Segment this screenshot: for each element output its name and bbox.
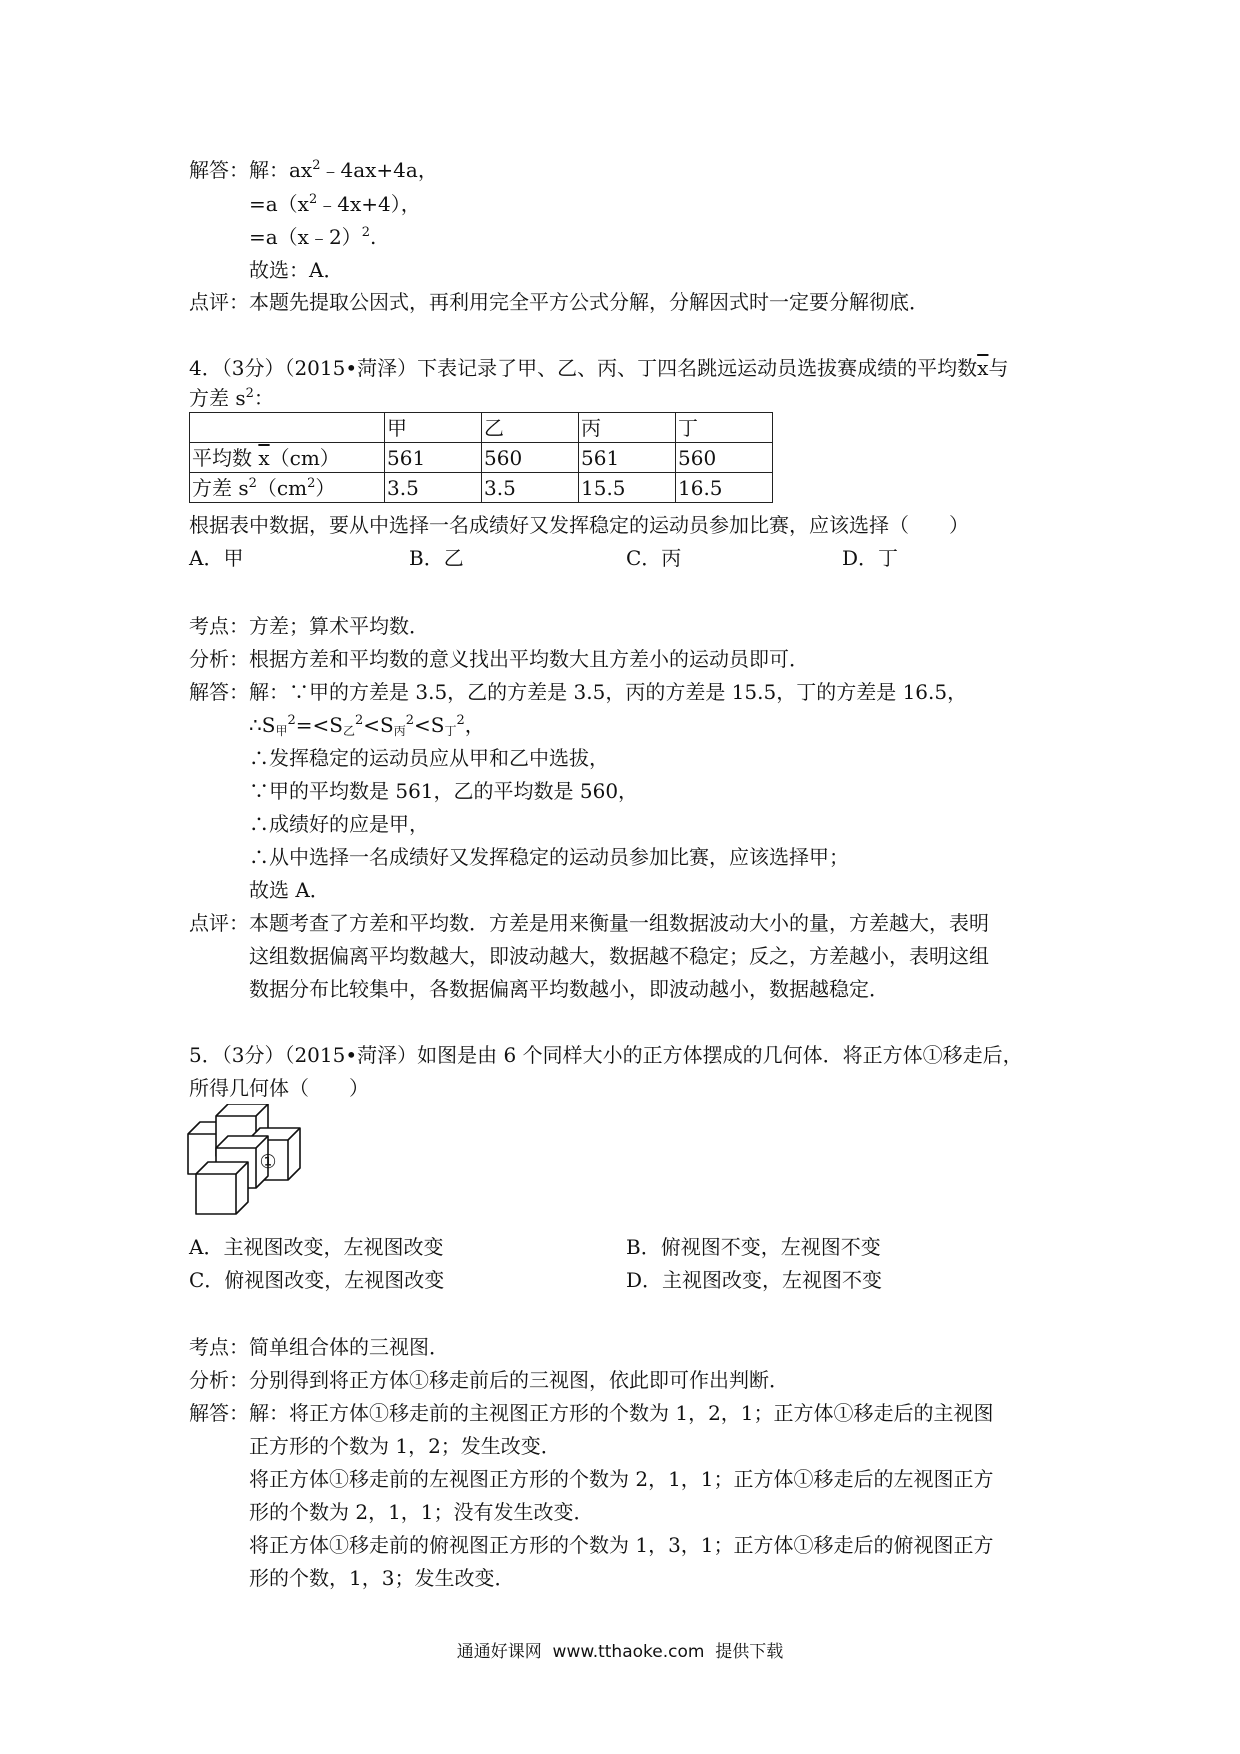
q5-jieda-line5: 将正方体①移走前的俯视图正方形的个数为 1，3，1；正方体①移走后的俯视图正方: [249, 1533, 994, 1557]
q4-fenxi-label: 分析：: [189, 647, 249, 671]
q4-jieda-line1: 解：∵甲的方差是 3.5，乙的方差是 3.5，丙的方差是 15.5，丁的方差是 16.5，: [249, 680, 968, 704]
q4-jieda-line7: 故选 A．: [249, 878, 330, 902]
table-cell: 561: [385, 443, 482, 473]
q5-kaodian-text: 简单组合体的三视图．: [249, 1335, 449, 1359]
q3-solution-line2: $=a(x^2﹣4x+4)$，: [249, 192, 421, 216]
cube-arrangement-figure: [186, 1104, 316, 1216]
q3-solution-label: 解答：: [189, 158, 249, 182]
q4-option-a: A．甲: [189, 546, 244, 570]
q5-fenxi-label: 分析：: [189, 1368, 249, 1392]
q3-comment-label: 点评：: [189, 290, 249, 314]
table-cell: 3.5: [482, 473, 579, 503]
page-footer: 通通好课网 www.tthaoke.com 提供下载: [456, 1642, 784, 1662]
q5-jieda-line2: 正方形的个数为 1，2；发生改变．: [249, 1434, 561, 1458]
table-header-row: [190, 413, 773, 443]
q4-fenxi-text: 根据方差和平均数的意义找出平均数大且方差小的运动员即可．: [249, 647, 809, 671]
q5-stem-line1: 5．（3分）（2015•菏泽）如图是由 6 个同样大小的正方体摆成的几何体．将正方体①移走后，: [189, 1043, 1023, 1067]
q4-option-b: B．乙: [409, 546, 464, 570]
q5-stem-line2: 所得几何体（ ）: [189, 1076, 369, 1100]
row-label-variance: 方差 $s^2(cm^2)$: [190, 473, 385, 503]
row-label-average: 平均数 $\overline{x}(cm)$: [190, 443, 385, 473]
q4-dianping-line1: 本题考查了方差和平均数．方差是用来衡量一组数据波动大小的量，方差越大，表明: [249, 911, 989, 935]
q4-stem-line1: 4．（3分）（2015•菏泽）下表记录了甲、乙、丙、丁四名跳远运动员选拔赛成绩的平均数$\overline{x}$与: [189, 356, 1009, 380]
q4-question: 根据表中数据，要从中选择一名成绩好又发挥稳定的运动员参加比赛，应该选择（ ）: [189, 513, 969, 537]
q4-stats-table: [189, 412, 773, 503]
q5-jieda-line4: 形的个数为 2，1，1；没有发生改变．: [249, 1500, 594, 1524]
table-header-bing: 丙: [579, 413, 676, 443]
table-cell: 560: [482, 443, 579, 473]
q5-jieda-line6: 形的个数，1，3；发生改变．: [249, 1566, 515, 1590]
table-cell: 15.5: [579, 473, 676, 503]
table-cell: 16.5: [676, 473, 773, 503]
q5-fenxi-text: 分别得到将正方体①移走前后的三视图，依此即可作出判断．: [249, 1368, 789, 1392]
table-cell: 560: [676, 443, 773, 473]
q3-comment-text: 本题先提取公因式，再利用完全平方公式分解，分解因式时一定要分解彻底．: [249, 290, 929, 314]
q4-option-c: C．丙: [626, 546, 682, 570]
q4-dianping-line3: 数据分布比较集中，各数据偏离平均数越小，即波动越小，数据越稳定．: [249, 977, 889, 1001]
q4-jieda-line5: ∴成绩好的应是甲，: [249, 812, 429, 836]
q4-jieda-line4: ∵甲的平均数是 561，乙的平均数是 560，: [249, 779, 639, 803]
q4-jieda-label: 解答：: [189, 680, 249, 704]
table-header-yi: 乙: [482, 413, 579, 443]
q4-dianping-label: 点评：: [189, 911, 249, 935]
q5-jieda-label: 解答：: [189, 1401, 249, 1425]
q4-jieda-line6: ∴从中选择一名成绩好又发挥稳定的运动员参加比赛，应该选择甲；: [249, 845, 849, 869]
table-row-average: [190, 443, 773, 473]
q5-jieda-line3: 将正方体①移走前的左视图正方形的个数为 2，1，1；正方体①移走后的左视图正方: [249, 1467, 994, 1491]
table-header-ding: 丁: [676, 413, 773, 443]
q4-stem-line2: 方差 $s^2$：: [189, 386, 274, 410]
q3-solution-line4: 故选：A．: [249, 258, 344, 282]
q4-jieda-line3: ∴发挥稳定的运动员应从甲和乙中选拔，: [249, 746, 609, 770]
table-cell: 561: [579, 443, 676, 473]
table-header-jia: 甲: [385, 413, 482, 443]
table-cell: 3.5: [385, 473, 482, 503]
q5-option-d: D．主视图改变，左视图不变: [626, 1268, 883, 1292]
q5-option-a: A．主视图改变，左视图改变: [189, 1235, 444, 1259]
q3-solution-line1: 解：$ax^2﹣4ax+4a$，: [249, 158, 438, 182]
q5-kaodian-label: 考点：: [189, 1335, 249, 1359]
cube-one-label: ①: [259, 1151, 277, 1173]
table-cell: [190, 413, 385, 443]
q3-solution-line3: =a（x﹣2）$^2$.: [249, 225, 377, 249]
q4-kaodian-text: 方差；算术平均数．: [249, 614, 429, 638]
q5-jieda-line1: 解：将正方体①移走前的主视图正方形的个数为 1，2，1；正方体①移走后的主视图: [249, 1401, 994, 1425]
q5-option-b: B．俯视图不变，左视图不变: [626, 1235, 881, 1259]
q4-option-d: D．丁: [842, 546, 899, 570]
table-row-variance: [190, 473, 773, 503]
q4-jieda-line2: $\therefore S_甲^2=<S_乙^2<S_丙^2<S_丁^2$，: [249, 713, 485, 738]
q5-option-c: C．俯视图改变，左视图改变: [189, 1268, 445, 1292]
q4-dianping-line2: 这组数据偏离平均数越大，即波动越大，数据越不稳定；反之，方差越小，表明这组: [249, 944, 989, 968]
q4-kaodian-label: 考点：: [189, 614, 249, 638]
